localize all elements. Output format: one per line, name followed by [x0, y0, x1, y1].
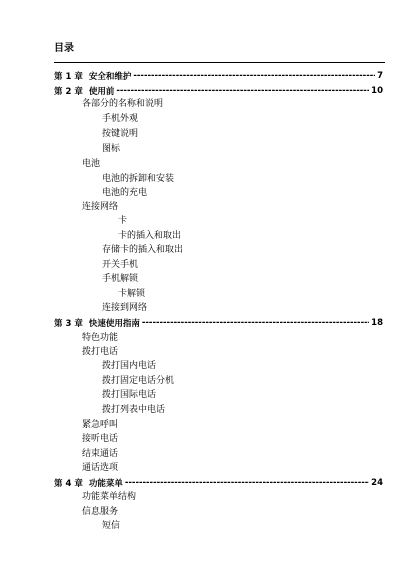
toc-item-battery-charge[interactable]: 电池的充电 [102, 188, 148, 198]
chapter-page-number: 7 [377, 71, 383, 81]
toc-item-battery[interactable]: 电池 [82, 159, 101, 169]
toc-item-power[interactable]: 开关手机 [102, 260, 139, 270]
chapter-page-number: 10 [371, 86, 383, 96]
toc-item-features[interactable]: 特色功能 [82, 333, 119, 343]
toc-item-call-from-list[interactable]: 拨打列表中电话 [102, 405, 166, 415]
toc-item-card-unlock[interactable]: 卡解锁 [118, 289, 146, 299]
toc-item-sms[interactable]: 短信 [102, 521, 121, 531]
toc-item-connect[interactable]: 连接到网络 [102, 303, 148, 313]
chapter-page-number: 18 [371, 318, 383, 328]
toc-item-call-domestic[interactable]: 拨打国内电话 [102, 361, 157, 371]
toc-item-battery-install[interactable]: 电池的拆卸和安装 [102, 174, 175, 184]
dot-leader [125, 478, 369, 488]
chapter-title: 功能菜单 [88, 479, 123, 489]
chapter-title: 使用前 [88, 87, 115, 97]
toc-item-parts[interactable]: 各部分的名称和说明 [82, 99, 164, 109]
chapter-number: 第 2 章 [54, 87, 83, 97]
title-divider [54, 62, 385, 63]
dot-leader [142, 318, 369, 328]
toc-item-call-extension[interactable]: 拨打固定电话分机 [102, 376, 175, 386]
chapter-number: 第 4 章 [54, 479, 83, 489]
toc-item-unlock[interactable]: 手机解锁 [102, 274, 139, 284]
chapter-number: 第 1 章 [54, 72, 83, 82]
toc-item-call-options[interactable]: 通话选项 [82, 463, 119, 473]
toc-chapter-1[interactable] [54, 69, 383, 83]
toc-item-network[interactable]: 连接网络 [82, 202, 119, 212]
toc-chapter-4[interactable] [54, 476, 383, 490]
toc-item-call[interactable]: 拨打电话 [82, 347, 119, 357]
chapter-title: 快速使用指南 [88, 319, 140, 329]
toc-item-end-call[interactable]: 结束通话 [82, 449, 119, 459]
toc-item-memcard-insert[interactable]: 存储卡的插入和取出 [102, 245, 184, 255]
toc-item-keys[interactable]: 按键说明 [102, 129, 139, 139]
toc-item-menu-structure[interactable]: 功能菜单结构 [82, 492, 137, 502]
toc-chapter-3[interactable] [54, 316, 383, 330]
toc-item-appearance[interactable]: 手机外观 [102, 114, 139, 124]
toc-item-messages[interactable]: 信息服务 [82, 507, 119, 517]
dot-leader [116, 86, 369, 96]
toc-chapter-2[interactable] [54, 84, 383, 98]
toc-item-card[interactable]: 卡 [118, 216, 128, 226]
toc-item-answer[interactable]: 接听电话 [82, 434, 119, 444]
toc-item-icons[interactable]: 图标 [102, 144, 121, 154]
toc-item-emergency[interactable]: 紧急呼叫 [82, 420, 119, 430]
toc-title: 目录 [54, 43, 74, 54]
chapter-number: 第 3 章 [54, 319, 83, 329]
toc-item-call-international[interactable]: 拨打国际电话 [102, 390, 157, 400]
chapter-title: 安全和维护 [88, 72, 132, 82]
toc-item-card-insert[interactable]: 卡的插入和取出 [118, 231, 182, 241]
dot-leader [133, 71, 375, 81]
chapter-page-number: 24 [371, 478, 383, 488]
